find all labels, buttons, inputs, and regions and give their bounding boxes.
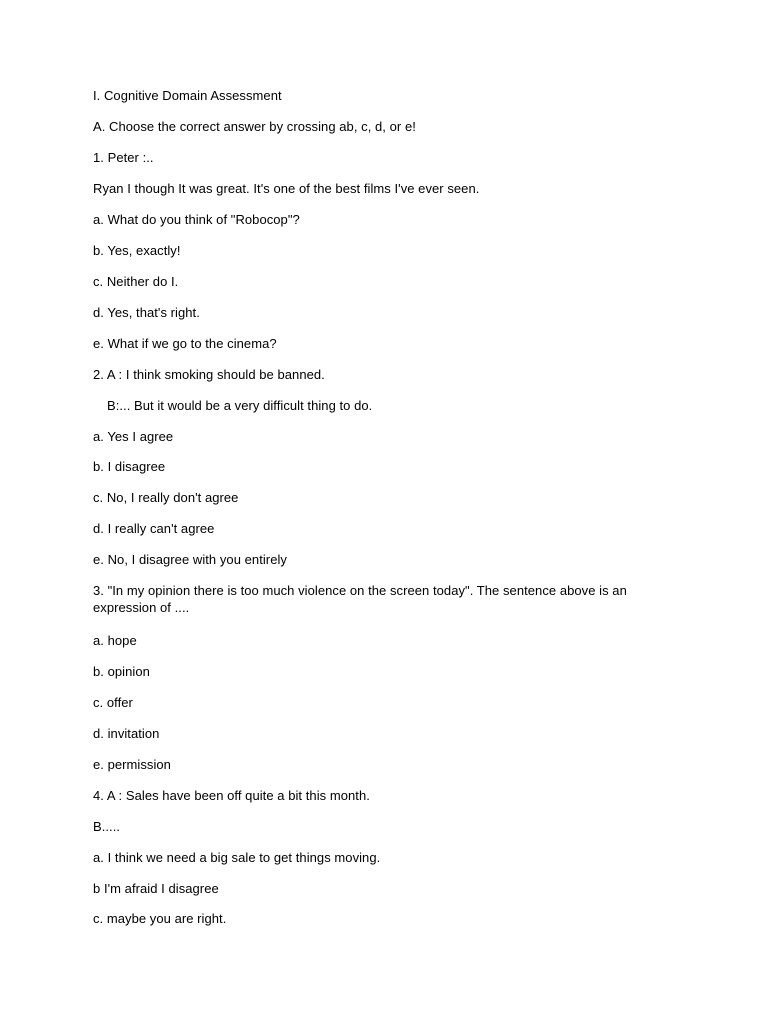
question-2-response: B:... But it would be a very difficult thing to do. — [107, 398, 373, 413]
question-3-option-d: d. invitation — [93, 726, 160, 741]
question-1-option-a: a. What do you think of "Robocop"? — [93, 212, 300, 227]
question-1-option-e: e. What if we go to the cinema? — [93, 336, 277, 351]
section-heading: I. Cognitive Domain Assessment — [93, 88, 282, 103]
question-1-stem: 1. Peter :.. — [93, 150, 154, 165]
question-4-response: B..... — [93, 819, 121, 834]
question-2-stem: 2. A : I think smoking should be banned. — [93, 367, 325, 382]
question-3-option-b: b. opinion — [93, 664, 150, 679]
question-2-option-c: c. No, I really don't agree — [93, 490, 239, 505]
question-2-option-b: b. I disagree — [93, 459, 166, 474]
question-2-option-a: a. Yes I agree — [93, 429, 174, 444]
question-2-option-d: d. I really can't agree — [93, 521, 215, 536]
question-3-option-a: a. hope — [93, 633, 137, 648]
question-3-stem: 3. "In my opinion there is too much violence on the screen today". The sentence above is an expression of .... — [93, 583, 627, 615]
question-4-option-b: b I'm afraid I disagree — [93, 881, 219, 896]
question-3-option-c: c. offer — [93, 695, 133, 710]
question-1-option-c: c. Neither do I. — [93, 274, 179, 289]
question-2-option-e: e. No, I disagree with you entirely — [93, 552, 287, 567]
question-4-option-a: a. I think we need a big sale to get things moving. — [93, 850, 381, 865]
question-1-response: Ryan I though It was great. It's one of the best films I've ever seen. — [93, 181, 480, 196]
instruction-text: A. Choose the correct answer by crossing ab, c, d, or e! — [93, 119, 416, 134]
question-1-option-b: b. Yes, exactly! — [93, 243, 181, 258]
question-4-stem: 4. A : Sales have been off quite a bit this month. — [93, 788, 370, 803]
question-1-option-d: d. Yes, that's right. — [93, 305, 200, 320]
question-3-option-e: e. permission — [93, 757, 171, 772]
question-4-option-c: c. maybe you are right. — [93, 911, 227, 926]
